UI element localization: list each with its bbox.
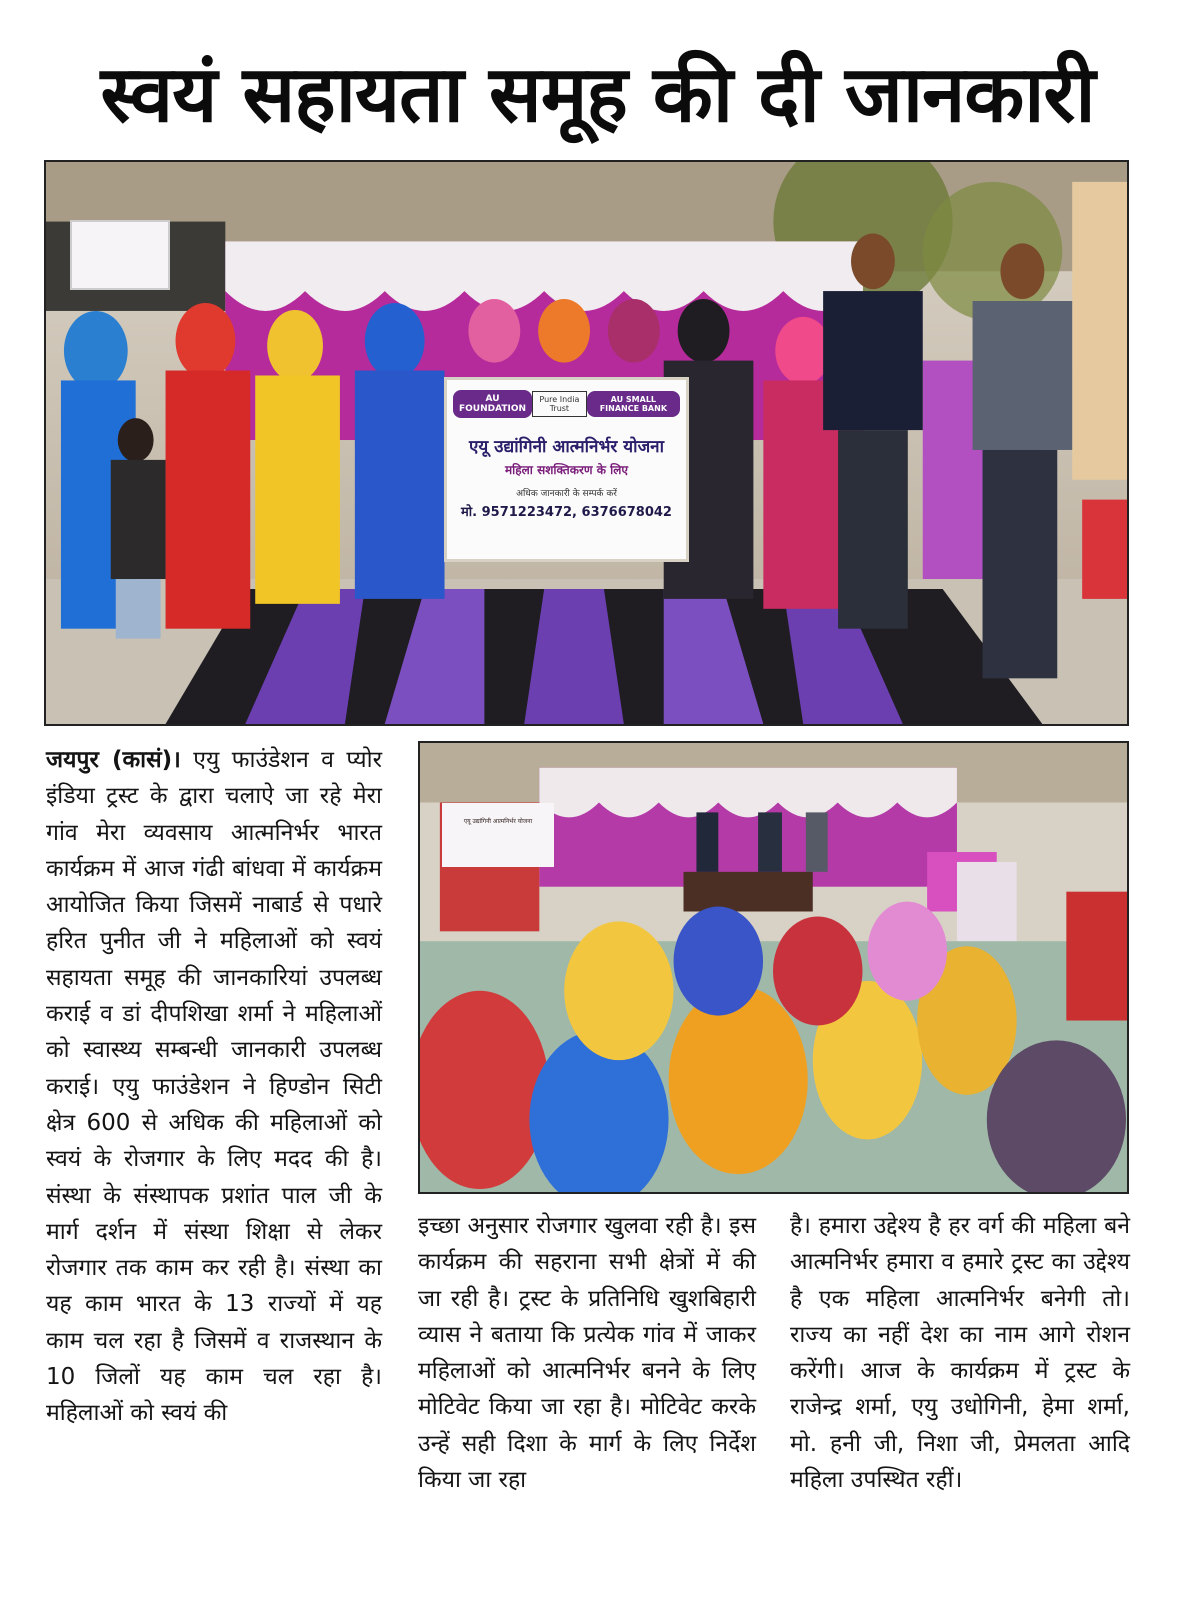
article-column-1-text: एयु फाउंडेशन व प्योर इंडिया ट्रस्ट के द्वारा चलाऐ जा रहे मेरा गांव मेरा व्यवसाय आत्मनिर्भर भारत कार्यक्रम में आज गंढी बांधवा में कार्यक्रम आयोजित किया जिसमें नाबार्ड से पधारे हरित पुनीत जी ने महिलाओं को स्वयं सहायता समूह की जानकारियां उपलब्ध कराई व डां दीपशिखा शर्मा ने महिलाओं को स्वास्थ्य सम्बन्धी जानकारी उपलब्ध कराई। एयु फाउंडेशन ने हिण्डोन सिटी क्षेत्र 600 से अधिक की महिलाओं को स्वयं के रोजगार के लिए मदद की है। संस्था के संस्थापक प्रशांत पाल जी के मार्ग दर्शन में संस्था शिक्षा से लेकर रोजगार तक काम कर रही है। संस्था का यह काम भारत के 13 राज्यों में यह काम चल रहा है जिसमें व राजस्थान के 10 जिलों यह काम चल रहा है। महिलाओं को स्वयं की — [46, 747, 382, 1427]
banner-contact-label: अधिक जानकारी के सम्पर्क करें — [516, 489, 617, 499]
banner-logos — [447, 380, 686, 428]
article-column-2: इच्छा अनुसार रोजगार खुलवा रही है। इस कार्यक्रम की सहराना सभी क्षेत्रों में की जा रही है। ट्रस्ट के प्रतिनिधि खुशबिहारी व्यास ने बताया कि प्रत्येक गांव में जाकर महिलाओं को आत्मनिर्भर बनने के लिए मोटिवेट किया जा रहा है। मोटिवेट करके उन्हें सही दिशा के मार्ग के लिए निर्देश किया जा रहा — [418, 1213, 756, 1494]
banner-subtitle: महिला सशक्तिकरण के लिए — [505, 463, 628, 477]
second-photo — [418, 741, 1129, 1194]
article-column-3: है। हमारा उद्देश्य है हर वर्ग की महिला बने आत्मनिर्भर हमारा व हमारे ट्रस्ट का उद्देश्य है एक महिला आत्मनिर्भर बनेगी तो। राज्य का नहीं देश का नाम आगे रोशन करेंगी। आज के कार्यक्रम में ट्रस्ट के राजेन्द्र शर्मा, एयु उधोगिनी, हेमा शर्मा, मो. हनी जी, निशा जी, प्रेमलता आदि महिला उपस्थित रहीं। — [790, 1213, 1130, 1494]
dateline: जयपुर (कासं)। — [46, 747, 181, 773]
banner-title: एयू उद्यांगिनी आत्मनिर्भर योजना — [468, 437, 665, 457]
article-column-1 — [46, 742, 382, 1432]
banner-phone: मो. 9571223472, 6376678042 — [461, 505, 672, 520]
au-bank-logo: AU SMALL FINANCE BANK — [587, 391, 680, 417]
pure-india-trust-logo: Pure India Trust — [532, 391, 587, 417]
main-photo — [44, 160, 1129, 726]
headline: स्वयं सहायता समूह की दी जानकारी — [100, 50, 1095, 140]
main-banner — [444, 377, 689, 562]
small-banner — [70, 220, 170, 290]
second-photo-banner: एयू उद्यांगिनी आत्मनिर्भर योजना — [442, 803, 554, 867]
au-foundation-logo: AU FOUNDATION — [453, 390, 532, 418]
